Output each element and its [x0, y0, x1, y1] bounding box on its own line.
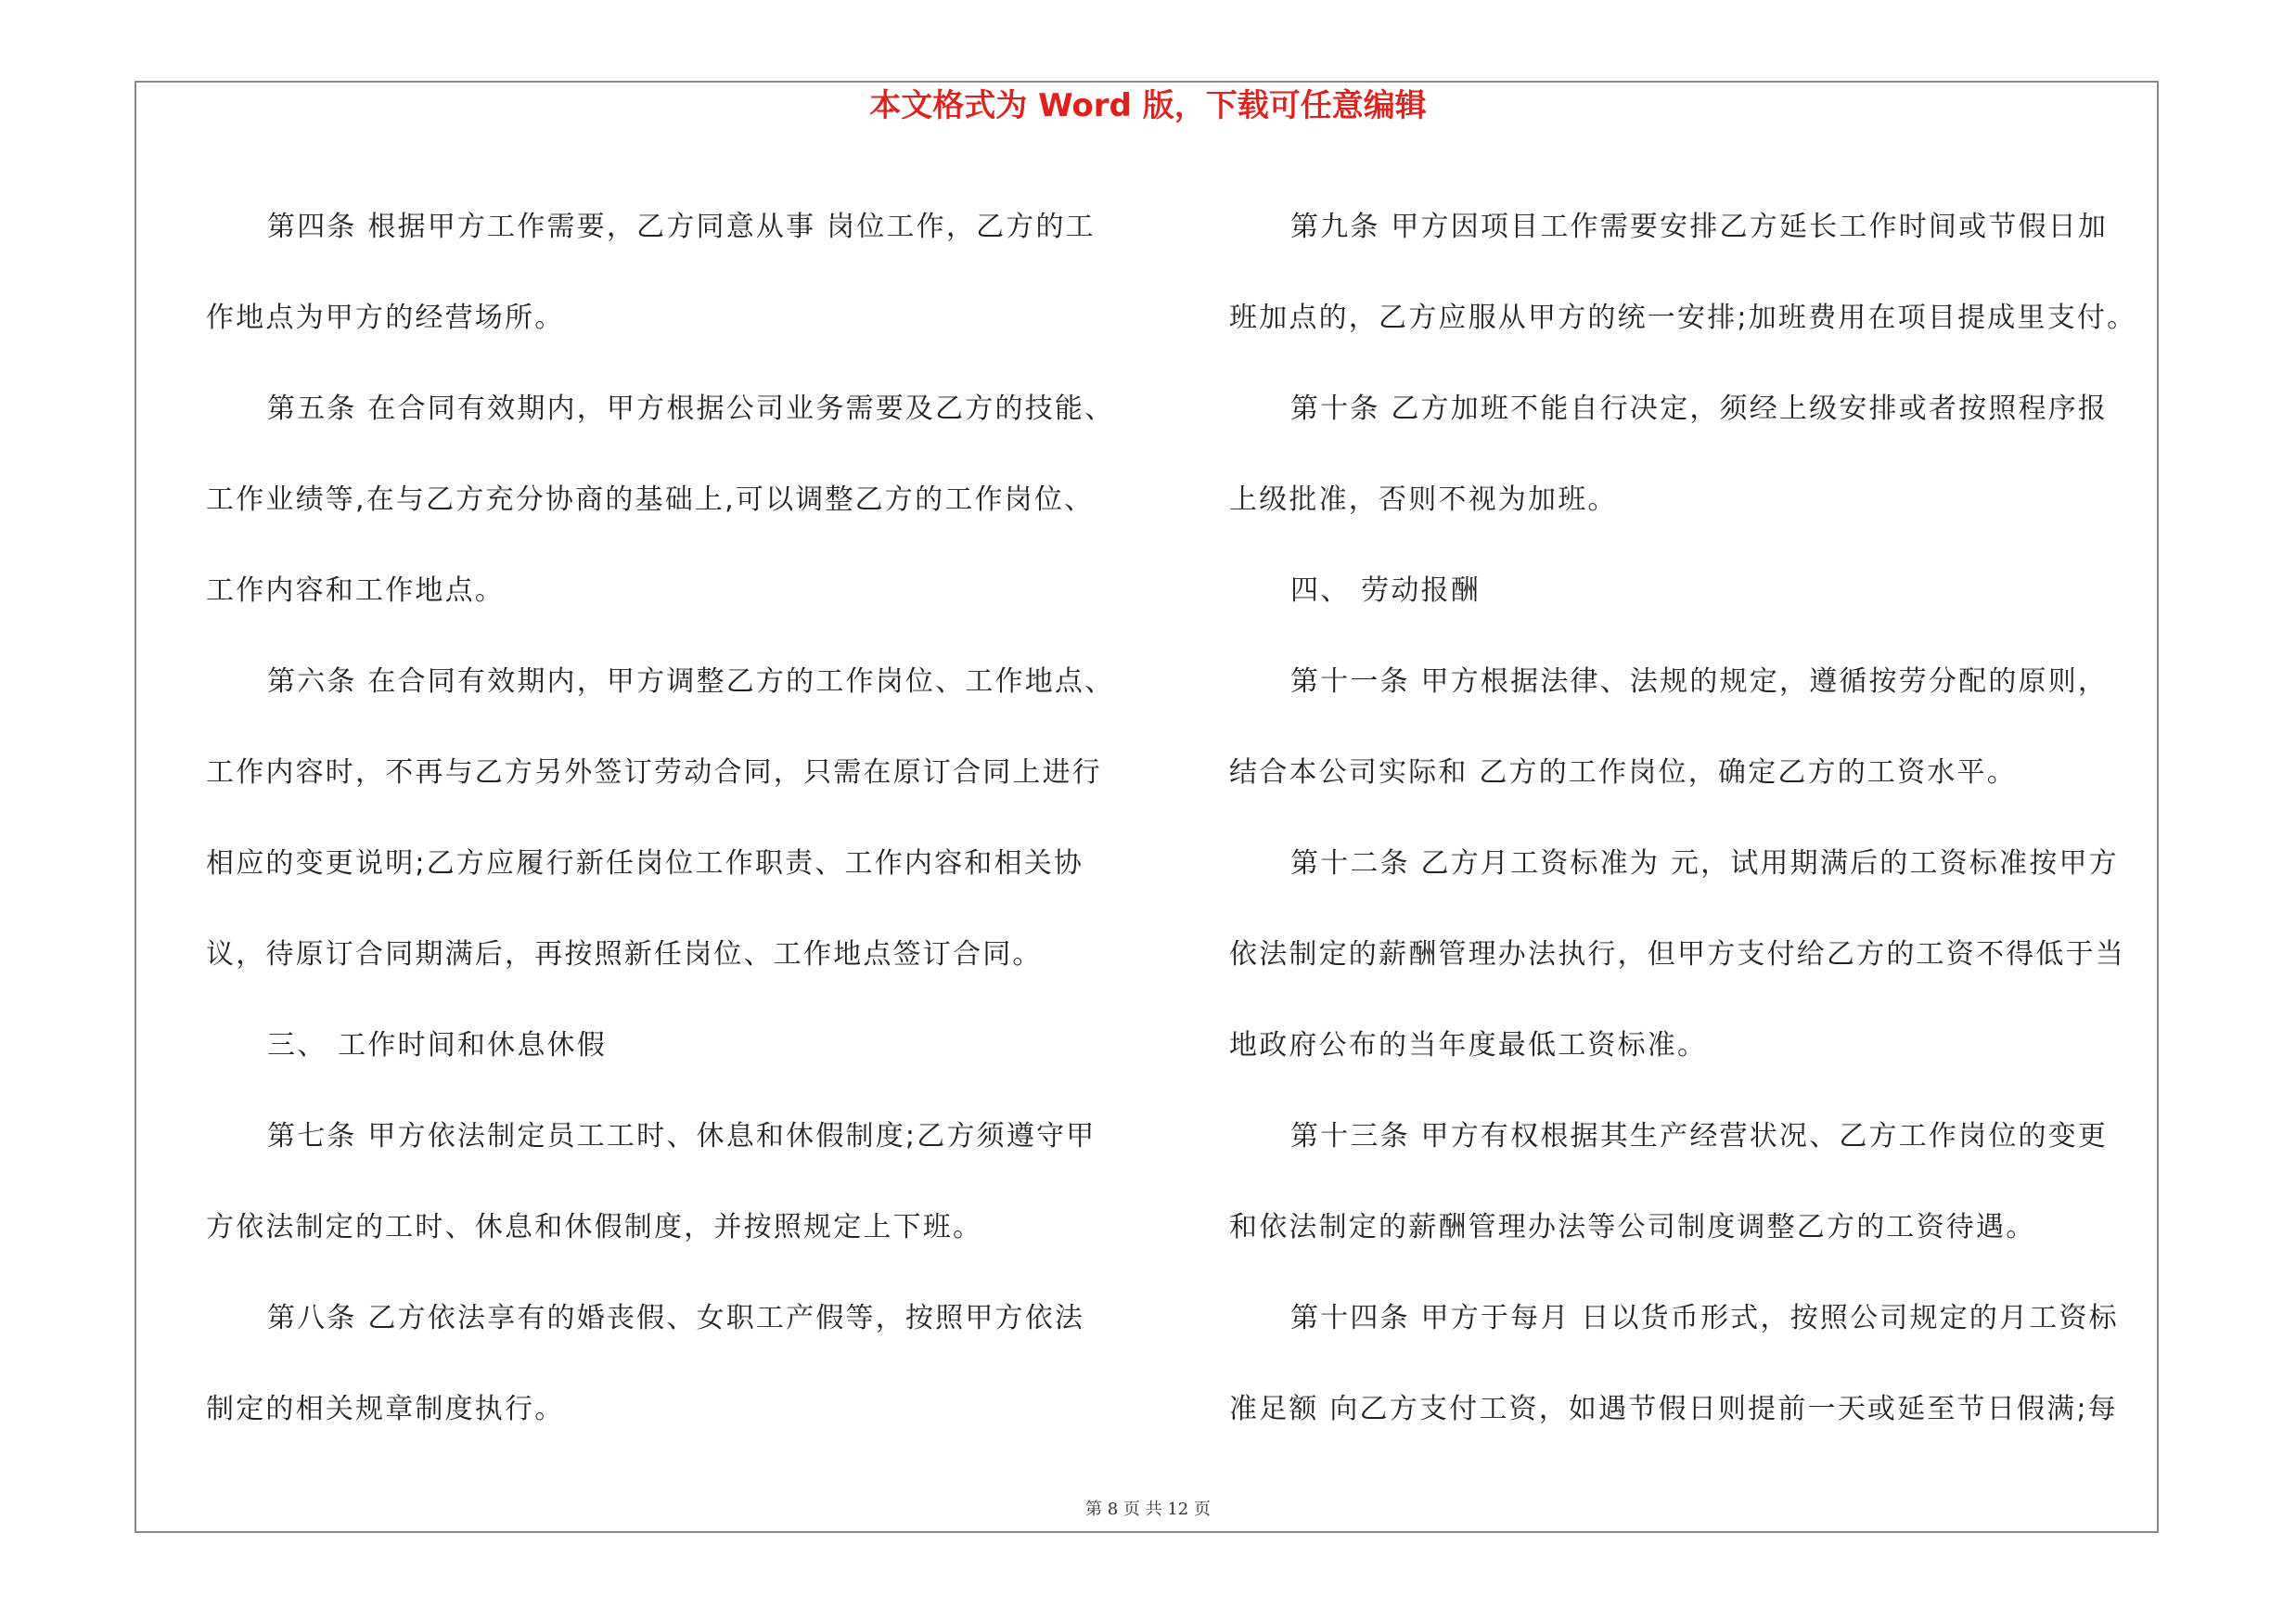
text-line: 第四条 根据甲方工作需要，乙方同意从事 岗位工作，乙方的工	[267, 211, 1096, 243]
text-line: 第六条 在合同有效期内，甲方调整乙方的工作岗位、工作地点、	[267, 665, 1115, 698]
text-line: 第十三条 甲方有权根据其生产经营状况、乙方工作岗位的变更	[1290, 1120, 2109, 1153]
text-line: 制定的相关规章制度执行。	[206, 1393, 565, 1425]
text-line: 第八条 乙方依法享有的婚丧假、女职工产假等，按照甲方依法	[267, 1302, 1085, 1334]
text-line: 四、 劳动报酬	[1290, 574, 1481, 607]
text-line: 上级批准，否则不视为加班。	[1229, 483, 1618, 516]
text-line: 依法制定的薪酬管理办法执行，但甲方支付给乙方的工资不得低于当	[1229, 938, 2125, 971]
text-line: 第九条 甲方因项目工作需要安排乙方延长工作时间或节假日加	[1290, 211, 2109, 243]
right-column	[1229, 182, 2183, 1455]
text-line: 地政府公布的当年度最低工资标准。	[1229, 1029, 1708, 1062]
text-line: 班加点的，乙方应服从甲方的统一安排;加班费用在项目提成里支付。	[1229, 302, 2137, 334]
text-line: 准足额 向乙方支付工资，如遇节假日则提前一天或延至节日假满;每	[1229, 1393, 2118, 1425]
page-number-footer: 第 8 页 共 12 页	[1085, 1500, 1211, 1519]
text-line: 和依法制定的薪酬管理办法等公司制度调整乙方的工资待遇。	[1229, 1211, 2036, 1243]
text-line: 工作内容和工作地点。	[206, 574, 505, 607]
text-line: 第十四条 甲方于每月 日以货币形式，按照公司规定的月工资标	[1290, 1302, 2119, 1334]
text-line: 议，待原订合同期满后，再按照新任岗位、工作地点签订合同。	[206, 938, 1043, 971]
text-line: 第十条 乙方加班不能自行决定，须经上级安排或者按照程序报	[1290, 393, 2109, 425]
text-line: 第七条 甲方依法制定员工工时、休息和休假制度;乙方须遵守甲	[267, 1120, 1097, 1153]
text-line: 第十一条 甲方根据法律、法规的规定，遵循按劳分配的原则，	[1290, 665, 2109, 698]
text-line: 工作内容时，不再与乙方另外签订劳动合同，只需在原订合同上进行	[206, 756, 1102, 789]
text-line: 第五条 在合同有效期内，甲方根据公司业务需要及乙方的技能、	[267, 393, 1115, 425]
text-line: 方依法制定的工时、休息和休假制度，并按照规定上下班。	[206, 1211, 983, 1243]
text-line: 作地点为甲方的经营场所。	[206, 302, 565, 334]
left-column	[206, 182, 1160, 1455]
text-line: 三、 工作时间和休息休假	[267, 1029, 607, 1062]
text-line: 工作业绩等,在与乙方充分协商的基础上,可以调整乙方的工作岗位、	[206, 483, 1095, 516]
text-line: 结合本公司实际和 乙方的工作岗位，确定乙方的工资水平。	[1229, 756, 2017, 789]
text-line: 相应的变更说明;乙方应履行新任岗位工作职责、工作内容和相关协	[206, 847, 1084, 880]
word-format-banner: 本文格式为 Word 版，下载可任意编辑	[869, 87, 1427, 124]
text-line: 第十二条 乙方月工资标准为 元，试用期满后的工资标准按甲方	[1290, 847, 2119, 880]
